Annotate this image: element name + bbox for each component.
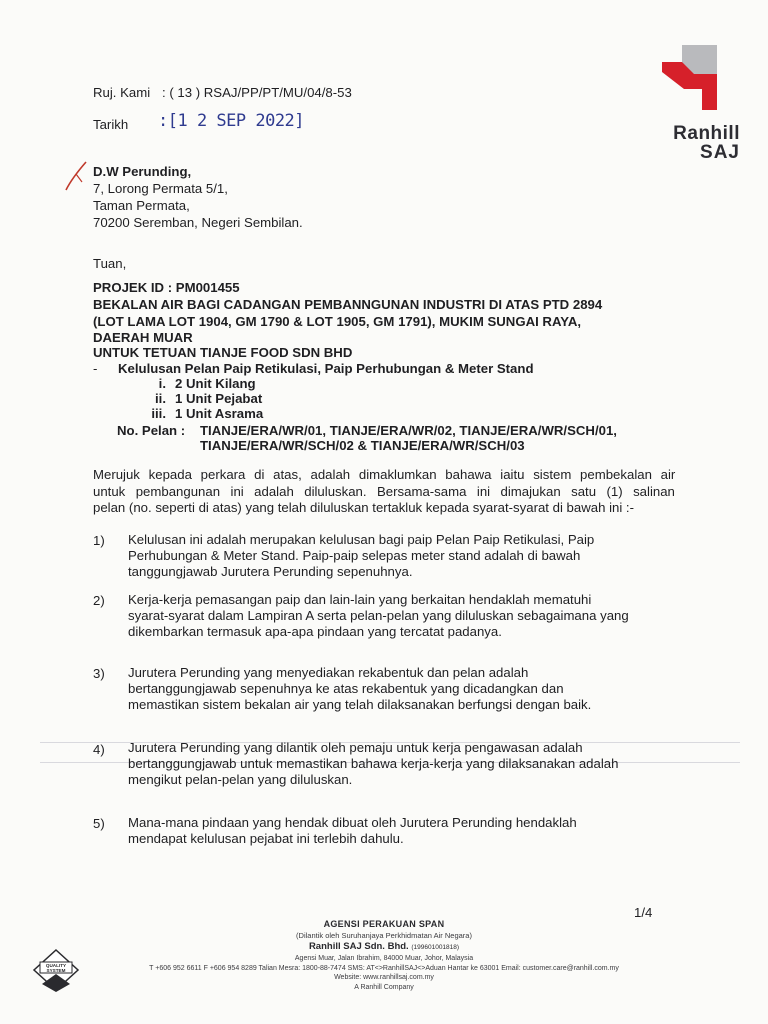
reference-value: : ( 13 ) RSAJ/PP/PT/MU/04/8-53 [162,85,352,100]
item-number: 2) [93,593,105,608]
badge-line: SYSTEM [46,968,66,973]
item-number: 4) [93,742,105,757]
item-line: Perhubungan & Meter Stand. Paip-paip selepas meter stand adalah di bawah [128,548,581,563]
project-title-line: DAERAH MUAR [93,330,193,345]
intro-line: Merujuk kepada perkara di atas, adalah dimaklumkan bahawa iaitu sistem pembekalan air [93,467,676,482]
unit-number: i. [158,376,166,391]
page-number: 1/4 [634,905,653,920]
item-line: mendapat kelulusan pejabat ini terlebih dahulu. [128,831,404,846]
intro-line: pelan (no. seperti di atas) yang telah diluluskan tertakluk kepada syarat-syarat di bawah ini :- [93,500,634,515]
footer-company-reg: (199601001818) [411,944,460,951]
address-line: 70200 Seremban, Negeri Sembilan. [93,215,303,230]
item-line: memastikan sistem bekalan air yang telah dilaksanakan berfungsi dengan baik. [128,697,592,712]
project-client: UNTUK TETUAN TIANJE FOOD SDN BHD [93,345,353,360]
project-id: PROJEK ID : PM001455 [93,280,240,295]
item-line: syarat-syarat dalam Lampiran A serta pelan-pelan yang diluluskan sebagaimana yang [128,608,629,623]
item-number: 1) [93,533,105,548]
item-line: Mana-mana pindaan yang hendak dibuat oleh Jurutera Perunding hendaklah [128,815,577,830]
footer-website: Website: www.ranhillsaj.com.my [334,974,434,981]
footer-tagline: A Ranhill Company [354,983,414,991]
footer-agency: AGENSI PERAKUAN SPAN [323,919,445,929]
intro-line: untuk pembangunan ini adalah diluluskan. Bersama-sama ini dimajukan satu (1) salinan [93,484,675,499]
address-line: 7, Lorong Permata 5/1, [93,181,228,196]
unit-text: 1 Unit Asrama [175,406,264,421]
unit-text: 1 Unit Pejabat [175,391,263,406]
badge-line: QUALITY [45,963,67,968]
bullet-dash: - [93,361,98,376]
item-line: Jurutera Perunding yang dilantik oleh pemaju untuk kerja pengawasan adalah [128,740,583,755]
plan-numbers-line: TIANJE/ERA/WR/01, TIANJE/ERA/WR/02, TIANJE/ERA/WR/SCH/01, [200,423,617,438]
item-line: dikembarkan termasuk apa-apa pindaan yang tercatat padanya. [128,624,502,639]
logo-line1: Ranhill [673,123,740,144]
footer-address: Agensi Muar, Jalan Ibrahim, 84000 Muar, Johor, Malaysia [294,955,474,962]
item-line: bertanggungjawab sepenuhnya ke atas rekabentuk yang dicadangkan dan [128,681,564,696]
item-number: 3) [93,666,105,681]
company-logo [660,124,740,162]
item-line: tanggungjawab Jurutera Perunding sepenuhnya. [128,564,413,579]
item-number: 5) [93,816,105,831]
logo-line2: SAJ [700,142,740,163]
unit-number: iii. [151,406,166,421]
reference-label: Ruj. Kami [93,85,151,100]
approval-subject: Kelulusan Pelan Paip Retikulasi, Paip Perhubungan & Meter Stand [118,361,534,376]
address-line: Taman Permata, [93,198,190,213]
plan-label: No. Pelan : [117,423,186,438]
footer-contact: T +606 952 6611 F +606 954 8289 Talian Mesra: 1800-88-7474 SMS: AT<>RanhillSAJ<>Aduan Hantar ke 63001 Email: customer.care@ranhill.com.my [149,964,619,972]
item-line: Kerja-kerja pemasangan paip dan lain-lain yang berkaitan hendaklah mematuhi [128,592,592,607]
unit-number: ii. [155,391,166,406]
item-line: bertanggungjawab untuk memastikan bahawa kerja-kerja yang dilaksanakan adalah [128,756,619,771]
footer-agency-note: (Dilantik oleh Suruhanjaya Perkhidmatan Air Negara) [296,931,472,940]
date-stamp: :[1 2 SEP 2022] [158,111,305,131]
recipient-name: D.W Perunding, [93,164,192,179]
footer-company-name: Ranhill SAJ Sdn. Bhd. [308,941,409,952]
item-line: mengikut pelan-pelan yang diluluskan. [128,772,353,787]
letter-footer [0,918,768,992]
footer-company [0,941,768,954]
salutation: Tuan, [93,256,127,271]
ranhill-logo-mark [662,62,722,112]
unit-text: 2 Unit Kilang [175,376,256,391]
plan-numbers-line: TIANJE/ERA/WR/SCH/02 & TIANJE/ERA/WR/SCH/03 [200,438,525,453]
project-title-line: BEKALAN AIR BAGI CADANGAN PEMBANNGUNAN INDUSTRI DI ATAS PTD 2894 [93,297,603,312]
handwritten-tick-mark [62,160,90,194]
date-label: Tarikh [93,117,129,132]
item-line: Jurutera Perunding yang menyediakan rekabentuk dan pelan adalah [128,665,529,680]
project-title-line: (LOT LAMA LOT 1904, GM 1790 & LOT 1905, GM 1791), MUKIM SUNGAI RAYA, [93,314,582,329]
item-line: Kelulusan ini adalah merupakan kelulusan bagi paip Pelan Paip Retikulasi, Paip [128,532,595,547]
